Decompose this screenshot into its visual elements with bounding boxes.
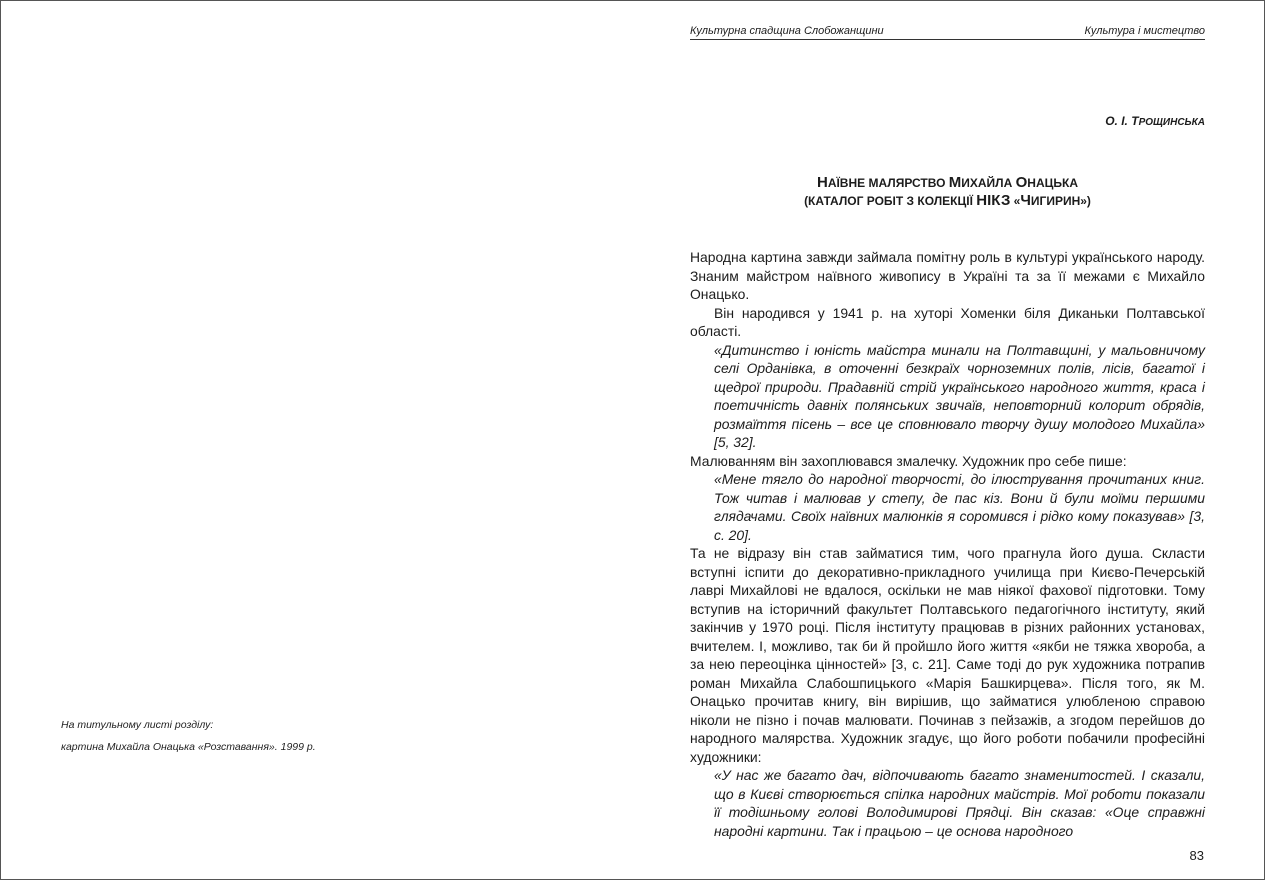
title-small: ИХАЙЛА (961, 176, 1016, 190)
author-initials: О. І. (1105, 114, 1132, 128)
paragraph: Він народився у 1941 р. на хуторі Хоменки біля Диканьки Полтавської області. (690, 304, 1205, 339)
paragraph: Малюванням він захоплювався змалечку. Художник про себе пише: (690, 452, 1127, 469)
title-small: АЇВНЕ МАЛЯРСТВО (827, 176, 949, 190)
running-head-right: Культура і мистецтво (1084, 25, 1205, 37)
author-surname-first: Т (1131, 114, 1139, 128)
quote-paragraph: «Дитинство і юність майстра минали на Полтавщині, у мальовничому селі Орданівка, в оточенні безкраїх чорноземних полів, лісів, багатої і щедрої природи. Прадавній стрій українського народного життя, краса і поетичність давніх полянських звичаїв, неповторний колорит обрядів, розмаїття пісень – все це сповнювало творчу душу молодого Михайла» [5, 32]. (714, 341, 1205, 450)
quote-paragraph: «У нас же багато дач, відпочивають багато знаменитостей. І сказали, що в Києві створюється спілка народних майстрів. Мої роботи показали її тодішньому голові Володимирові Прядці. Він сказав: «Оце справжні народні картини. Так і працьою – це основа народного (714, 767, 1205, 839)
paragraph: Та не відразу він став займатися тим, чого прагнула його душа. Скласти вступні іспити до декоративно-прикладного училища при Києво-Печерській лаврі Михайлові не вдалося, оскільки не мав ніякої фахової підготовки. Тому вступив на історичний факультет Полтавського педагогічного інституту, який закінчив у 1970 році. Після інституту працював в різних районних установах, вчителем. І, можливо, так би й пройшло його життя «якби не тяжка хвороба, а за нею переоцінка цінностей» [3, с. 21]. Саме тоді до рук художника потрапив роман Михайла Слабошпицького «Марія Башкирцева». Після того, як М. Онацько прочитав книгу, він вирішив, що займатися улюбленою справою ніколи не пізно і почав малювати. Починав з пейзажів, а згодом перейшов до народного малярства. Художник згадує, що його роботи побачили професійні художники: (690, 545, 1205, 765)
caption-line-2: картина Михайла Онацька «Розставання». 1999 р. (61, 741, 316, 753)
article-body (690, 248, 1205, 840)
page-number: 83 (1189, 848, 1204, 863)
author-surname-rest: РОЩИНСЬКА (1138, 117, 1205, 128)
right-page (634, 1, 1266, 881)
title-small: НАЦЬКА (1027, 176, 1078, 190)
title-line-2 (690, 192, 1205, 210)
quote-paragraph: «Мене тягло до народної творчості, до ілюстрування прочитаних книг. Тож читав і малював у степу, де пас кіз. Вони й були моїми першими глядачами. Своїх наївних малюнків я соромився і рідко кому показував» [3, с. 20]. (714, 471, 1205, 543)
title-cap: М (948, 174, 962, 191)
article-title (690, 174, 1205, 210)
left-page (1, 1, 634, 881)
title-small: ИГИРИН») (1030, 194, 1091, 208)
running-head (690, 24, 1205, 40)
title-line-1 (690, 174, 1205, 192)
title-page-caption (61, 719, 561, 763)
author-name (1105, 114, 1205, 128)
title-abbr: НІКЗ (976, 192, 1011, 209)
caption-line-1: На титульному листі розділу: (61, 719, 214, 731)
title-cap: Ч (1020, 192, 1031, 209)
title-small: (КАТАЛОГ РОБІТ З КОЛЕКЦІЇ (804, 194, 977, 208)
paragraph: Народна картина завжди займала помітну роль в культурі українського народу. Знаним майстром наївного живопису в Україні та за її межами є Михайло Онацько. (690, 249, 1205, 302)
title-cap: О (1015, 174, 1028, 191)
title-cap: Н (816, 174, 828, 191)
running-head-left: Культурна спадщина Слобожанщини (690, 25, 884, 37)
title-small: « (1010, 194, 1021, 208)
